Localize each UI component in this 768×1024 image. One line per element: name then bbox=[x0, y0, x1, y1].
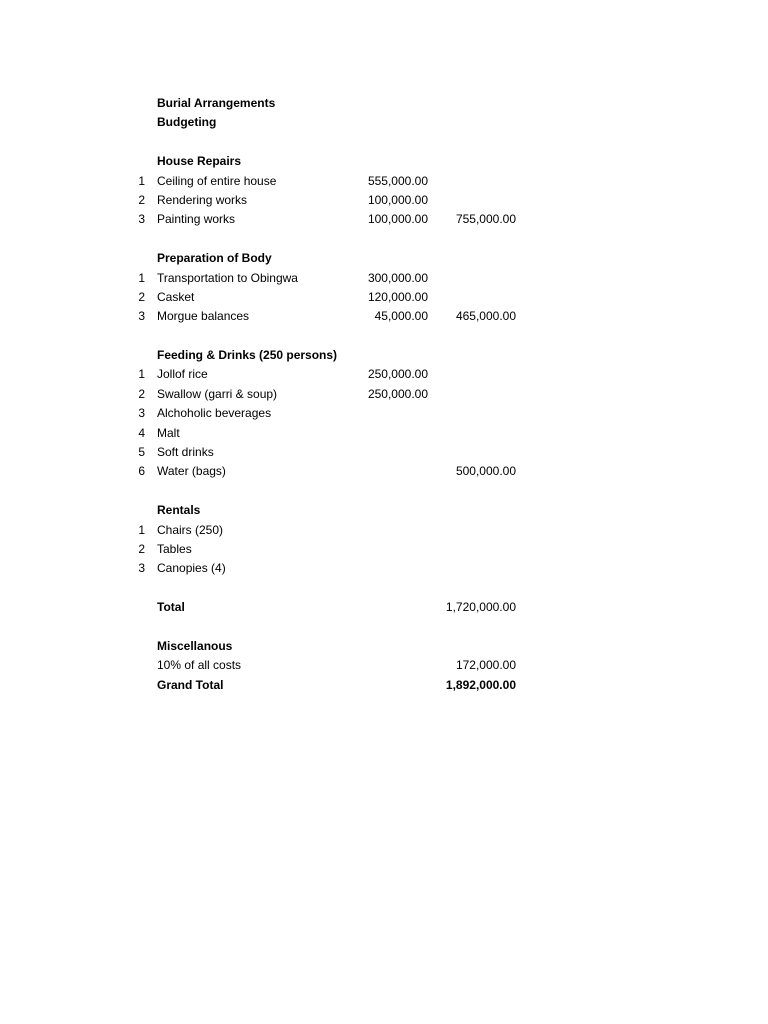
total-value: 1,720,000.00 bbox=[445, 600, 516, 615]
item-label: Transportation to Obingwa bbox=[157, 270, 298, 285]
subtitle-row bbox=[0, 113, 768, 132]
item-row bbox=[0, 559, 768, 578]
item-subtotal: 500,000.00 bbox=[455, 464, 516, 479]
item-amount: 45,000.00 bbox=[374, 309, 428, 324]
item-label: Ceiling of entire house bbox=[157, 173, 277, 188]
item-label: Painting works bbox=[157, 212, 236, 227]
item-number: 1 bbox=[138, 367, 145, 382]
item-row bbox=[0, 191, 768, 210]
section-heading-row bbox=[0, 501, 768, 520]
item-row bbox=[0, 462, 768, 481]
item-label: Tables bbox=[157, 541, 192, 556]
item-number: 3 bbox=[138, 406, 145, 421]
item-row bbox=[0, 404, 768, 423]
item-row bbox=[0, 365, 768, 384]
item-row bbox=[0, 172, 768, 191]
item-label: Casket bbox=[157, 289, 195, 304]
item-label: Alchoholic beverages bbox=[157, 406, 272, 421]
misc-row bbox=[0, 656, 768, 675]
total-label: Total bbox=[157, 600, 185, 615]
item-label: Soft drinks bbox=[157, 445, 214, 460]
item-number: 6 bbox=[138, 464, 145, 479]
item-amount: 300,000.00 bbox=[367, 270, 428, 285]
spacer-row bbox=[0, 482, 768, 501]
item-subtotal: 465,000.00 bbox=[455, 309, 516, 324]
grand-total-value: 1,892,000.00 bbox=[445, 677, 516, 692]
item-row bbox=[0, 210, 768, 229]
section-heading-row bbox=[0, 152, 768, 171]
section-heading-row bbox=[0, 346, 768, 365]
item-label: Rendering works bbox=[157, 192, 248, 207]
spacer-row bbox=[0, 133, 768, 152]
item-number: 3 bbox=[138, 212, 145, 227]
item-number: 2 bbox=[138, 386, 145, 401]
item-label: Canopies (4) bbox=[157, 561, 226, 576]
item-row bbox=[0, 521, 768, 540]
misc-heading-row bbox=[0, 637, 768, 656]
spacer-row bbox=[0, 579, 768, 598]
item-number: 3 bbox=[138, 561, 145, 576]
item-amount: 100,000.00 bbox=[367, 212, 428, 227]
item-subtotal: 755,000.00 bbox=[455, 212, 516, 227]
item-number: 1 bbox=[138, 522, 145, 537]
budget-sheet bbox=[0, 94, 768, 695]
item-row bbox=[0, 288, 768, 307]
section-heading: Rentals bbox=[157, 503, 201, 518]
item-row bbox=[0, 307, 768, 326]
section-heading: House Repairs bbox=[157, 154, 242, 169]
item-number: 2 bbox=[138, 289, 145, 304]
item-row bbox=[0, 269, 768, 288]
item-label: Swallow (garri & soup) bbox=[157, 386, 278, 401]
item-label: Malt bbox=[157, 425, 180, 440]
section-heading: Feeding & Drinks (250 persons) bbox=[157, 348, 338, 363]
item-number: 4 bbox=[138, 425, 145, 440]
item-amount: 555,000.00 bbox=[367, 173, 428, 188]
item-number: 5 bbox=[138, 445, 145, 460]
item-number: 2 bbox=[138, 541, 145, 556]
item-row bbox=[0, 540, 768, 559]
item-amount: 120,000.00 bbox=[367, 289, 428, 304]
spacer-row bbox=[0, 618, 768, 637]
spacer-row bbox=[0, 230, 768, 249]
spacer-row bbox=[0, 327, 768, 346]
total-row bbox=[0, 598, 768, 617]
sheet-subtitle: Budgeting bbox=[157, 115, 217, 130]
item-row bbox=[0, 443, 768, 462]
item-label: Chairs (250) bbox=[157, 522, 224, 537]
item-number: 2 bbox=[138, 192, 145, 207]
misc-label: 10% of all costs bbox=[157, 658, 242, 673]
item-label: Morgue balances bbox=[157, 309, 250, 324]
misc-value: 172,000.00 bbox=[455, 658, 516, 673]
item-row bbox=[0, 385, 768, 404]
item-label: Water (bags) bbox=[157, 464, 226, 479]
item-number: 1 bbox=[138, 270, 145, 285]
item-number: 3 bbox=[138, 309, 145, 324]
item-row bbox=[0, 424, 768, 443]
section-heading: Preparation of Body bbox=[157, 251, 272, 266]
title-row bbox=[0, 94, 768, 113]
grand-total-row bbox=[0, 676, 768, 695]
item-number: 1 bbox=[138, 173, 145, 188]
misc-heading: Miscellanous bbox=[157, 638, 233, 653]
grand-total-label: Grand Total bbox=[157, 677, 224, 692]
item-label: Jollof rice bbox=[157, 367, 208, 382]
item-amount: 250,000.00 bbox=[367, 367, 428, 382]
item-amount: 250,000.00 bbox=[367, 386, 428, 401]
section-heading-row bbox=[0, 249, 768, 268]
sheet-title: Burial Arrangements bbox=[157, 96, 276, 110]
item-amount: 100,000.00 bbox=[367, 192, 428, 207]
